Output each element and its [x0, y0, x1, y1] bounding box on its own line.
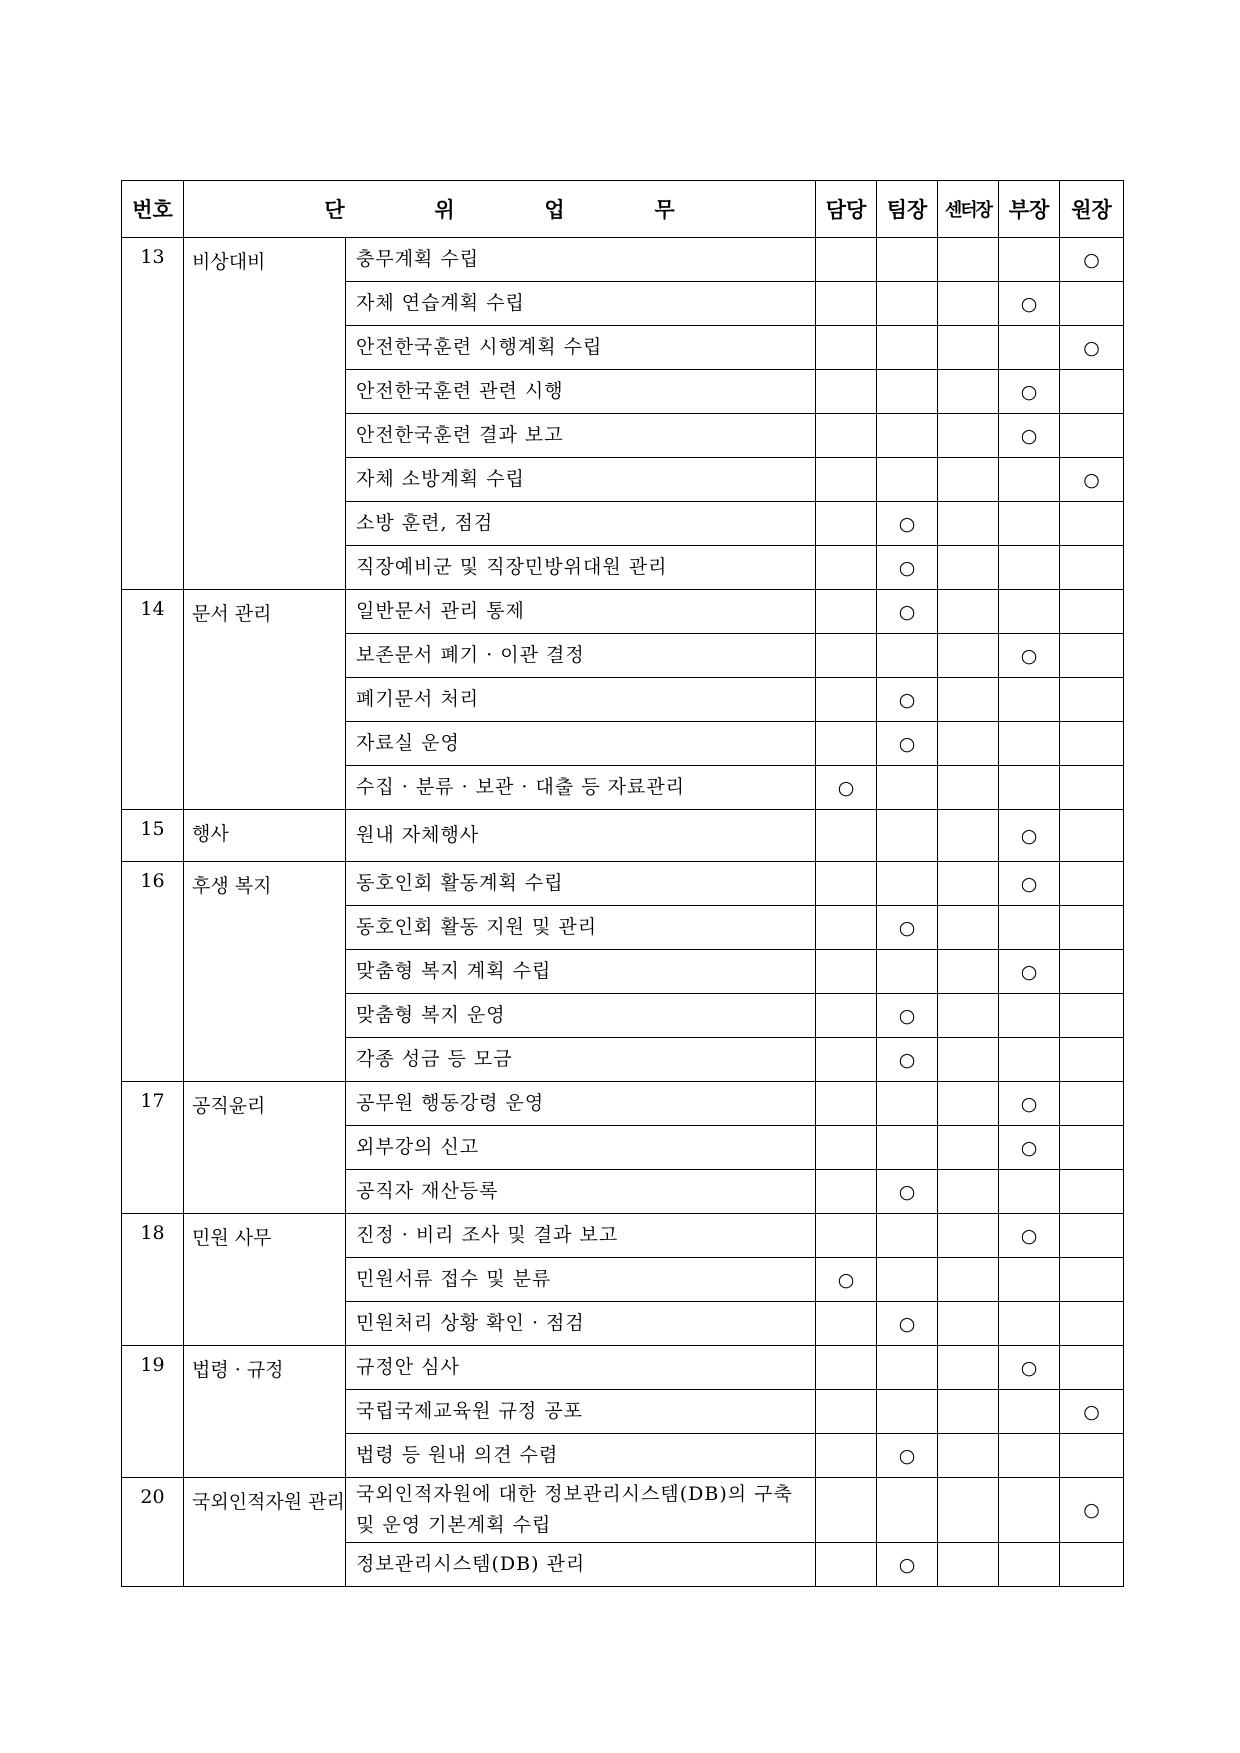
task-name: 수집 · 분류 · 보관 · 대출 등 자료관리	[346, 766, 816, 810]
task-name: 소방 훈련, 점검	[346, 502, 816, 546]
empty-cell	[999, 1038, 1060, 1082]
group-category: 문서 관리	[184, 590, 346, 810]
task-name: 맞춤형 복지 계획 수립	[346, 950, 816, 994]
task-name: 직장예비군 및 직장민방위대원 관리	[346, 546, 816, 590]
empty-cell	[816, 1038, 877, 1082]
empty-cell	[938, 722, 999, 766]
approval-mark: ○	[877, 1302, 938, 1346]
empty-cell	[877, 810, 938, 862]
task-name: 규정안 심사	[346, 1346, 816, 1390]
empty-cell	[1060, 1434, 1124, 1478]
empty-cell	[938, 282, 999, 326]
header-unit-task-char: 무	[654, 197, 675, 222]
empty-cell	[999, 766, 1060, 810]
empty-cell	[938, 810, 999, 862]
empty-cell	[816, 414, 877, 458]
empty-cell	[816, 458, 877, 502]
empty-cell	[877, 1346, 938, 1390]
empty-cell	[999, 1258, 1060, 1302]
empty-cell	[999, 1434, 1060, 1478]
approval-mark: ○	[877, 722, 938, 766]
header-no: 번호	[122, 181, 184, 238]
approval-mark: ○	[999, 634, 1060, 678]
empty-cell	[999, 1302, 1060, 1346]
group-category: 민원 사무	[184, 1214, 346, 1346]
task-name: 맞춤형 복지 운영	[346, 994, 816, 1038]
empty-cell	[816, 1543, 877, 1587]
group-number: 16	[122, 862, 184, 1082]
approval-mark: ○	[999, 862, 1060, 906]
group-number: 18	[122, 1214, 184, 1346]
empty-cell	[999, 994, 1060, 1038]
empty-cell	[877, 1126, 938, 1170]
group-number: 14	[122, 590, 184, 810]
empty-cell	[999, 590, 1060, 634]
table-row	[122, 862, 1124, 906]
empty-cell	[877, 1082, 938, 1126]
table-row	[122, 590, 1124, 634]
empty-cell	[999, 502, 1060, 546]
task-name: 공직자 재산등록	[346, 1170, 816, 1214]
task-name: 자체 소방계획 수립	[346, 458, 816, 502]
empty-cell	[816, 326, 877, 370]
empty-cell	[999, 238, 1060, 282]
task-name: 국외인적자원에 대한 정보관리시스템(DB)의 구축 및 운영 기본계획 수립	[346, 1478, 816, 1543]
header-role-director: 원장	[1060, 181, 1124, 238]
empty-cell	[938, 1214, 999, 1258]
empty-cell	[938, 950, 999, 994]
approval-mark: ○	[816, 766, 877, 810]
empty-cell	[938, 1082, 999, 1126]
table-row	[122, 1082, 1124, 1126]
task-name: 민원처리 상황 확인 · 점검	[346, 1302, 816, 1346]
header-role-center-head: 센터장	[938, 181, 999, 238]
approval-mark: ○	[1060, 326, 1124, 370]
empty-cell	[816, 1214, 877, 1258]
approval-mark: ○	[999, 414, 1060, 458]
empty-cell	[877, 862, 938, 906]
empty-cell	[938, 1170, 999, 1214]
table-row	[122, 1214, 1124, 1258]
empty-cell	[999, 1390, 1060, 1434]
empty-cell	[816, 238, 877, 282]
task-name: 외부강의 신고	[346, 1126, 816, 1170]
empty-cell	[816, 1302, 877, 1346]
empty-cell	[877, 1214, 938, 1258]
task-name: 민원서류 접수 및 분류	[346, 1258, 816, 1302]
approval-mark: ○	[999, 370, 1060, 414]
empty-cell	[999, 326, 1060, 370]
empty-cell	[1060, 1543, 1124, 1587]
header-unit-task-char: 위	[434, 197, 455, 222]
empty-cell	[999, 1478, 1060, 1543]
empty-cell	[877, 1258, 938, 1302]
approval-mark: ○	[877, 590, 938, 634]
approval-mark: ○	[999, 1126, 1060, 1170]
empty-cell	[816, 502, 877, 546]
empty-cell	[938, 1434, 999, 1478]
task-name: 정보관리시스템(DB) 관리	[346, 1543, 816, 1587]
empty-cell	[999, 546, 1060, 590]
task-name: 자체 연습계획 수립	[346, 282, 816, 326]
approval-mark: ○	[999, 810, 1060, 862]
empty-cell	[1060, 1346, 1124, 1390]
group-number: 15	[122, 810, 184, 862]
empty-cell	[938, 590, 999, 634]
empty-cell	[877, 458, 938, 502]
empty-cell	[1060, 678, 1124, 722]
empty-cell	[938, 458, 999, 502]
empty-cell	[816, 906, 877, 950]
empty-cell	[938, 238, 999, 282]
task-name: 안전한국훈련 결과 보고	[346, 414, 816, 458]
empty-cell	[938, 1126, 999, 1170]
approval-mark: ○	[999, 1346, 1060, 1390]
empty-cell	[1060, 994, 1124, 1038]
approval-mark: ○	[1060, 1478, 1124, 1543]
group-category: 법령 · 규정	[184, 1346, 346, 1478]
empty-cell	[1060, 1170, 1124, 1214]
empty-cell	[1060, 766, 1124, 810]
task-name: 법령 등 원내 의견 수렴	[346, 1434, 816, 1478]
header-role-team-lead: 팀장	[877, 181, 938, 238]
empty-cell	[938, 1302, 999, 1346]
group-category: 공직윤리	[184, 1082, 346, 1214]
approval-mark: ○	[999, 282, 1060, 326]
group-number: 17	[122, 1082, 184, 1214]
empty-cell	[816, 1390, 877, 1434]
empty-cell	[999, 678, 1060, 722]
empty-cell	[999, 906, 1060, 950]
empty-cell	[877, 950, 938, 994]
approval-mark: ○	[877, 1170, 938, 1214]
empty-cell	[816, 1346, 877, 1390]
task-name: 보존문서 폐기 · 이관 결정	[346, 634, 816, 678]
empty-cell	[816, 1082, 877, 1126]
task-name: 자료실 운영	[346, 722, 816, 766]
empty-cell	[1060, 546, 1124, 590]
empty-cell	[1060, 1082, 1124, 1126]
empty-cell	[816, 546, 877, 590]
empty-cell	[877, 414, 938, 458]
approval-mark: ○	[877, 1543, 938, 1587]
approval-mark: ○	[877, 546, 938, 590]
empty-cell	[816, 370, 877, 414]
duty-table-body	[122, 238, 1124, 1587]
approval-mark: ○	[816, 1258, 877, 1302]
empty-cell	[877, 238, 938, 282]
task-name: 폐기문서 처리	[346, 678, 816, 722]
approval-mark: ○	[1060, 1390, 1124, 1434]
group-number: 20	[122, 1478, 184, 1587]
empty-cell	[1060, 414, 1124, 458]
task-name: 공무원 행동강령 운영	[346, 1082, 816, 1126]
approval-mark: ○	[877, 906, 938, 950]
empty-cell	[1060, 502, 1124, 546]
empty-cell	[816, 1478, 877, 1543]
approval-mark: ○	[877, 1038, 938, 1082]
empty-cell	[877, 326, 938, 370]
approval-mark: ○	[877, 994, 938, 1038]
group-category: 비상대비	[184, 238, 346, 590]
empty-cell	[816, 722, 877, 766]
header-unit-task-char: 단	[324, 197, 345, 222]
empty-cell	[938, 634, 999, 678]
task-name: 각종 성금 등 모금	[346, 1038, 816, 1082]
empty-cell	[816, 810, 877, 862]
task-name: 동호인회 활동계획 수립	[346, 862, 816, 906]
task-name: 원내 자체행사	[346, 810, 816, 862]
empty-cell	[938, 502, 999, 546]
task-name: 국립국제교육원 규정 공포	[346, 1390, 816, 1434]
empty-cell	[938, 326, 999, 370]
empty-cell	[1060, 862, 1124, 906]
empty-cell	[816, 950, 877, 994]
empty-cell	[938, 546, 999, 590]
group-category: 국외인적자원 관리	[184, 1478, 346, 1587]
empty-cell	[877, 282, 938, 326]
task-name: 안전한국훈련 시행계획 수립	[346, 326, 816, 370]
header-role-department-head: 부장	[999, 181, 1060, 238]
empty-cell	[1060, 1302, 1124, 1346]
empty-cell	[999, 722, 1060, 766]
empty-cell	[1060, 810, 1124, 862]
empty-cell	[877, 1478, 938, 1543]
empty-cell	[1060, 590, 1124, 634]
table-row	[122, 1478, 1124, 1543]
empty-cell	[938, 994, 999, 1038]
table-row	[122, 1346, 1124, 1390]
empty-cell	[816, 862, 877, 906]
task-name: 진정 · 비리 조사 및 결과 보고	[346, 1214, 816, 1258]
empty-cell	[877, 370, 938, 414]
empty-cell	[938, 414, 999, 458]
header-role-staff: 담당	[816, 181, 877, 238]
empty-cell	[938, 1346, 999, 1390]
empty-cell	[1060, 282, 1124, 326]
empty-cell	[877, 634, 938, 678]
empty-cell	[938, 678, 999, 722]
header-row	[122, 181, 1124, 238]
group-category: 행사	[184, 810, 346, 862]
empty-cell	[938, 370, 999, 414]
empty-cell	[999, 1170, 1060, 1214]
empty-cell	[1060, 634, 1124, 678]
empty-cell	[1060, 1214, 1124, 1258]
empty-cell	[816, 678, 877, 722]
header-unit-task-char: 업	[544, 197, 565, 222]
duty-assignment-table	[121, 180, 1124, 1587]
empty-cell	[938, 1478, 999, 1543]
empty-cell	[1060, 906, 1124, 950]
empty-cell	[816, 1434, 877, 1478]
group-category: 후생 복지	[184, 862, 346, 1082]
table-row	[122, 238, 1124, 282]
group-number: 13	[122, 238, 184, 590]
empty-cell	[816, 282, 877, 326]
approval-mark: ○	[999, 1214, 1060, 1258]
approval-mark: ○	[877, 1434, 938, 1478]
empty-cell	[816, 1126, 877, 1170]
empty-cell	[1060, 722, 1124, 766]
approval-mark: ○	[1060, 238, 1124, 282]
empty-cell	[1060, 1126, 1124, 1170]
approval-mark: ○	[999, 950, 1060, 994]
empty-cell	[877, 766, 938, 810]
empty-cell	[816, 590, 877, 634]
approval-mark: ○	[877, 502, 938, 546]
empty-cell	[938, 1390, 999, 1434]
task-name: 일반문서 관리 통제	[346, 590, 816, 634]
empty-cell	[999, 1543, 1060, 1587]
empty-cell	[938, 1543, 999, 1587]
empty-cell	[1060, 950, 1124, 994]
group-number: 19	[122, 1346, 184, 1478]
empty-cell	[938, 906, 999, 950]
empty-cell	[1060, 370, 1124, 414]
empty-cell	[999, 458, 1060, 502]
header-unit-task	[184, 181, 816, 238]
approval-mark: ○	[1060, 458, 1124, 502]
approval-mark: ○	[877, 678, 938, 722]
task-name: 안전한국훈련 관련 시행	[346, 370, 816, 414]
empty-cell	[816, 634, 877, 678]
task-name: 충무계획 수립	[346, 238, 816, 282]
empty-cell	[938, 1258, 999, 1302]
empty-cell	[938, 862, 999, 906]
empty-cell	[1060, 1258, 1124, 1302]
empty-cell	[877, 1390, 938, 1434]
empty-cell	[816, 1170, 877, 1214]
table-row	[122, 810, 1124, 862]
empty-cell	[1060, 1038, 1124, 1082]
empty-cell	[938, 766, 999, 810]
approval-mark: ○	[999, 1082, 1060, 1126]
empty-cell	[938, 1038, 999, 1082]
task-name: 동호인회 활동 지원 및 관리	[346, 906, 816, 950]
empty-cell	[816, 994, 877, 1038]
